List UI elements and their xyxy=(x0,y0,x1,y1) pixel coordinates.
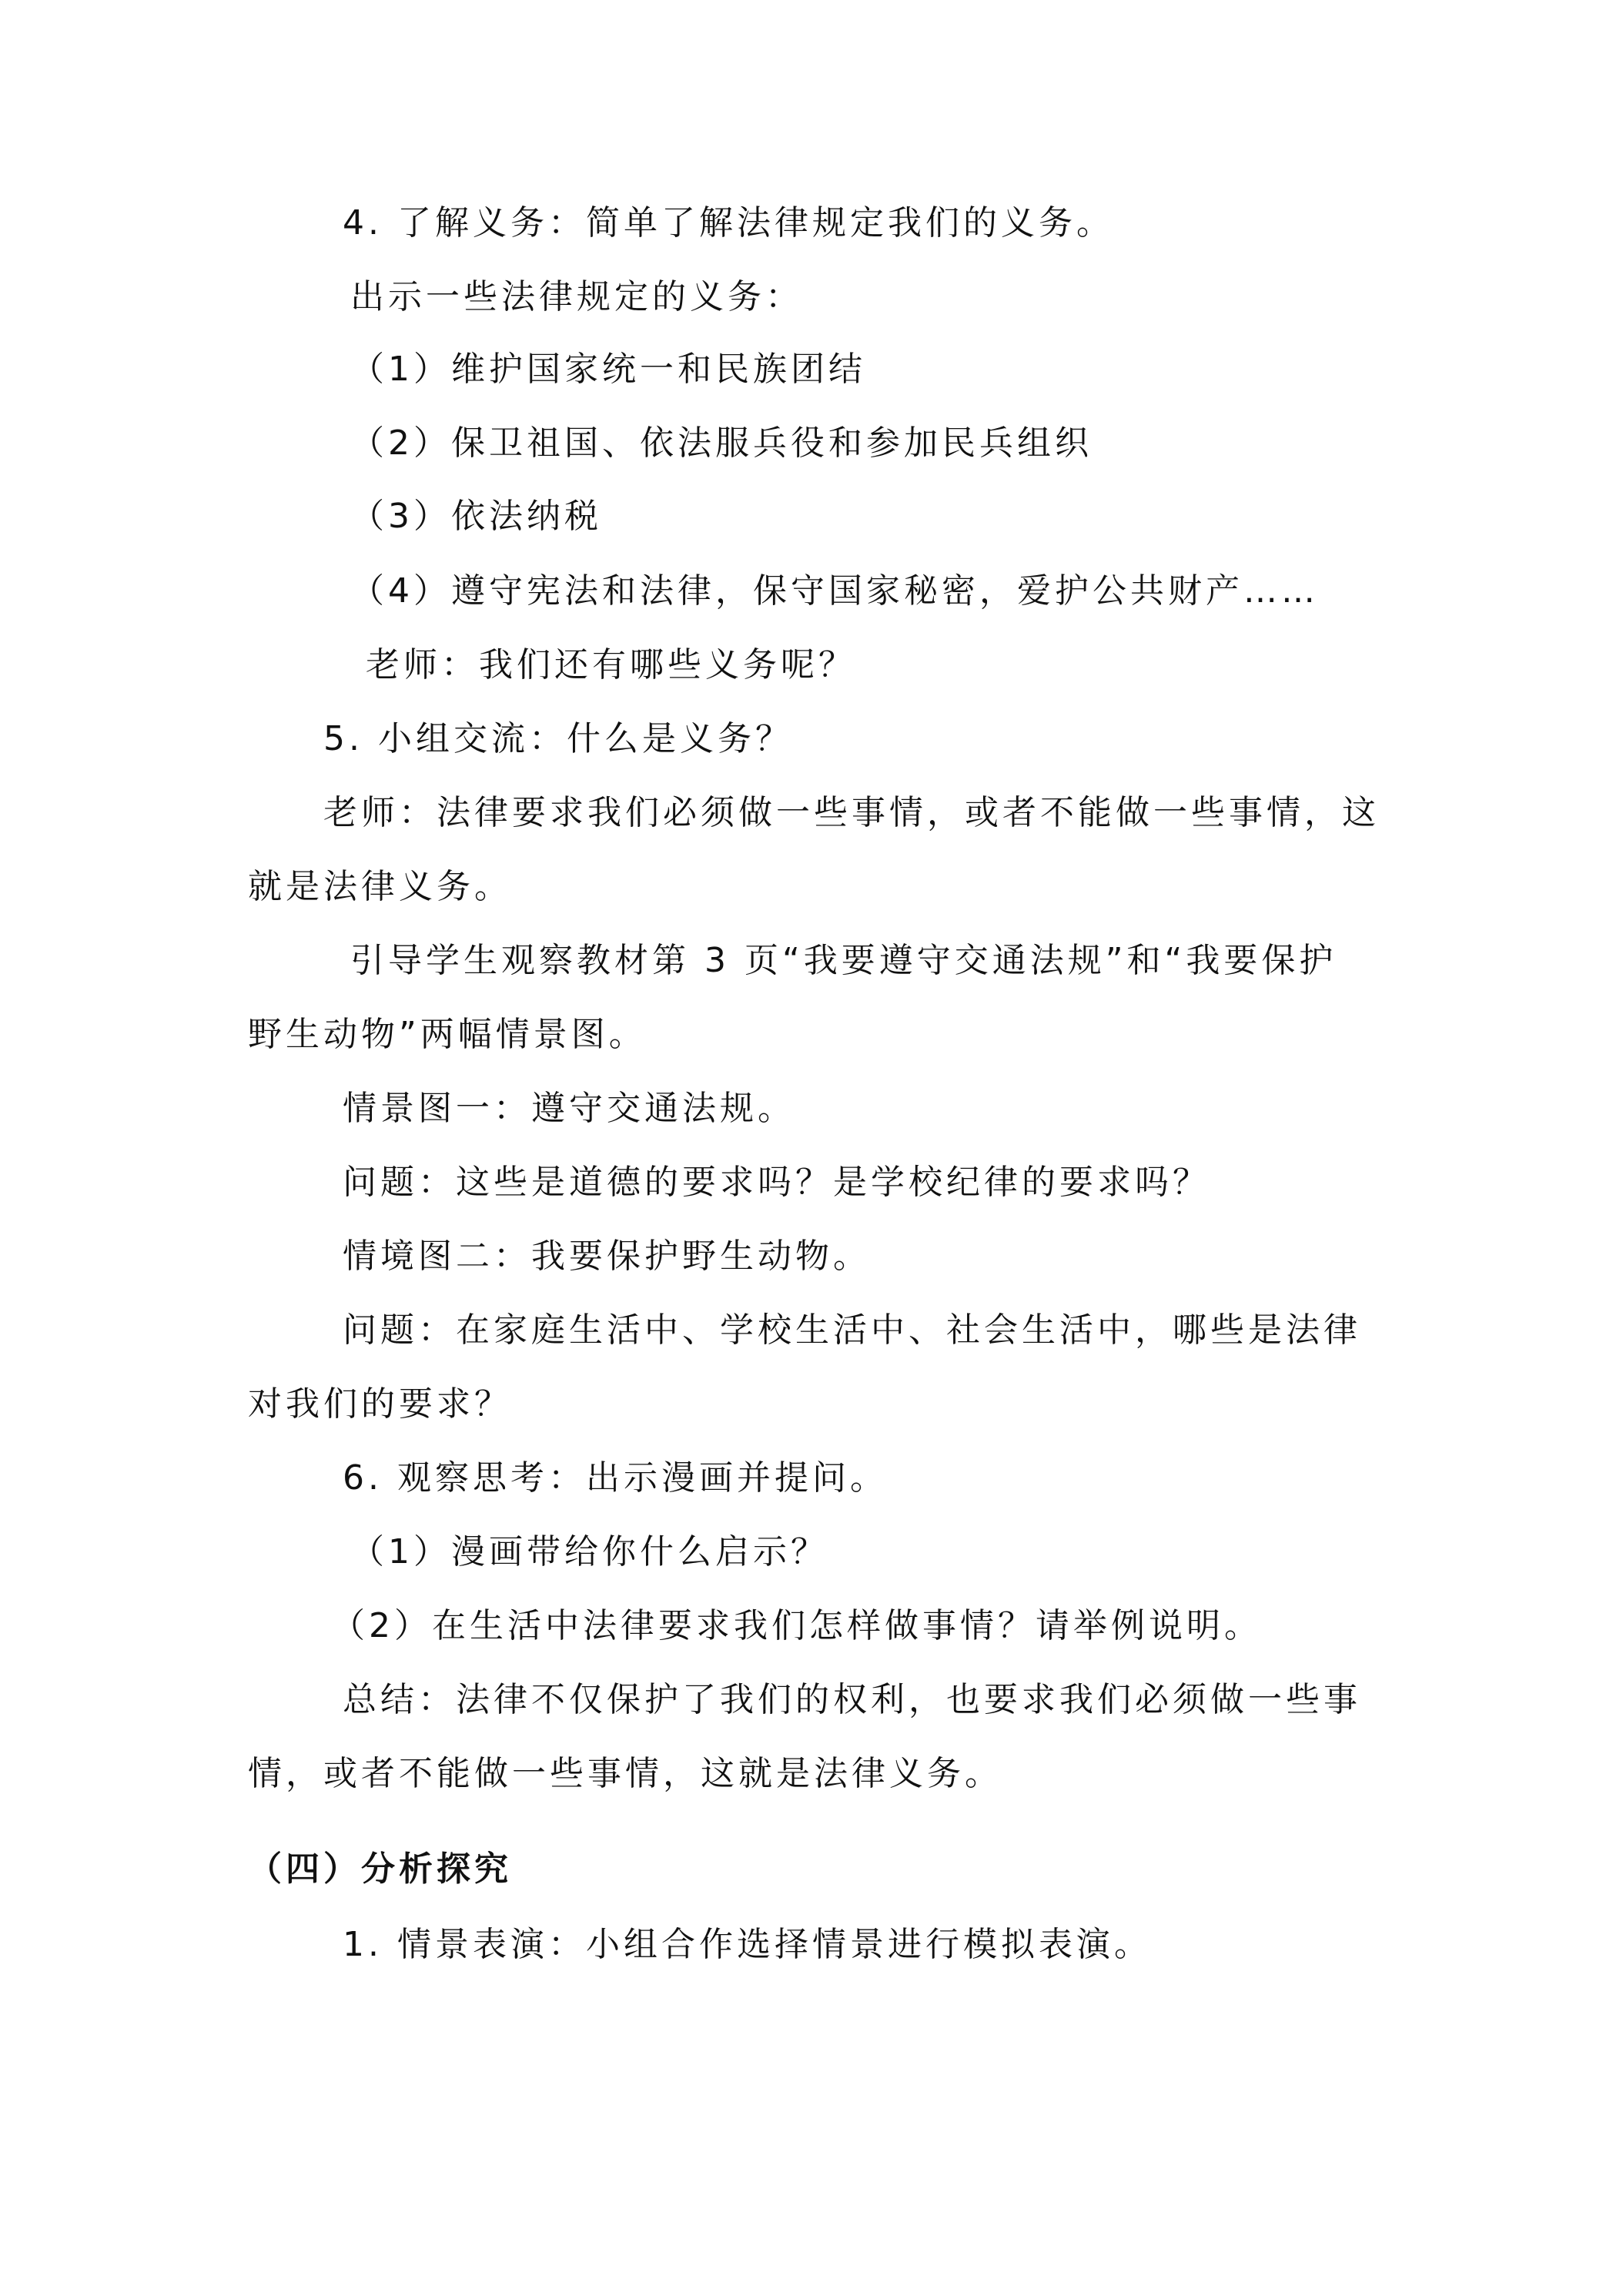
text-line: 出示一些法律规定的义务： xyxy=(350,277,803,316)
text-line: 引导学生观察教材第 3 页“我要遵守交通法规”和“我要保护 xyxy=(350,941,1337,980)
list-item: （3）依法纳税 xyxy=(350,497,602,536)
text-line: 4. 了解义务：简单了解法律规定我们的义务。 xyxy=(343,203,1114,243)
text-line: 1. 情景表演：小组合作选择情景进行模拟表演。 xyxy=(343,1925,1152,1964)
text-line: 情，或者不能做一些事情，这就是法律义务。 xyxy=(248,1754,1002,1793)
text-line: 6. 观察思考：出示漫画并提问。 xyxy=(343,1458,888,1498)
text-line: 问题：在家庭生活中、学校生活中、社会生活中，哪些是法律 xyxy=(343,1310,1361,1350)
list-item: （2）保卫祖国、依法服兵役和参加民兵组织 xyxy=(350,423,1093,463)
list-item: （1）维护国家统一和民族团结 xyxy=(350,350,866,389)
text-line: 老师：我们还有哪些义务呢？ xyxy=(366,645,856,684)
text-line: 老师：法律要求我们必须做一些事情，或者不能做一些事情，这 xyxy=(323,793,1380,832)
text-line: 问题：这些是道德的要求吗？是学校纪律的要求吗？ xyxy=(343,1163,1210,1202)
list-item: （4）遵守宪法和法律，保守国家秘密，爱护公共财产…… xyxy=(350,571,1319,611)
text-line: 野生动物”两幅情景图。 xyxy=(248,1015,647,1054)
text-line: 总结：法律不仅保护了我们的权利，也要求我们必须做一些事 xyxy=(343,1680,1361,1719)
text-line: 情境图二：我要保护野生动物。 xyxy=(343,1237,871,1276)
text-line: 就是法律义务。 xyxy=(248,867,512,906)
list-item: （1）漫画带给你什么启示？ xyxy=(350,1532,828,1571)
text-line: 5. 小组交流：什么是义务？ xyxy=(323,719,793,758)
text-line: 对我们的要求？ xyxy=(248,1384,512,1424)
section-heading: （四）分析探究 xyxy=(248,1849,512,1889)
list-item: （2）在生活中法律要求我们怎样做事情？请举例说明。 xyxy=(331,1606,1262,1645)
text-line: 情景图一：遵守交通法规。 xyxy=(343,1089,795,1128)
